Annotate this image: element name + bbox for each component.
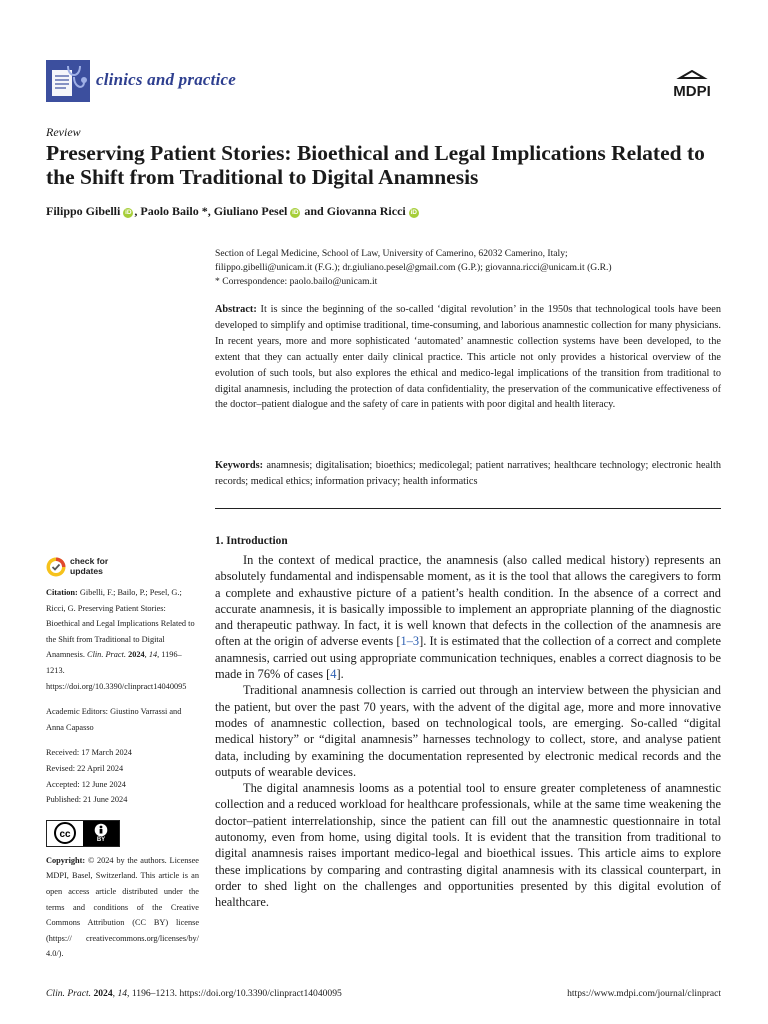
by-label: BY xyxy=(96,836,106,843)
stethoscope-logo-icon xyxy=(46,60,90,102)
author-name[interactable]: Giovanna Ricci xyxy=(326,204,406,218)
footer-volume: 14 xyxy=(117,988,128,999)
footer-journal: Clin. Pract. xyxy=(46,988,92,999)
citation-journal: Clin. Pract. xyxy=(87,650,126,660)
citation-year: 2024 xyxy=(128,650,145,660)
copyright-label: Copyright: xyxy=(46,855,86,865)
date-accepted: Accepted: 12 June 2024 xyxy=(46,779,126,789)
copyright-text: © 2024 by the authors. Licensee MDPI, Basel, Switzerland. This article is an open access article distributed under the terms and conditions of the Creative Commons Attribution (CC BY) license (https:// creativecommons.org/licenses/by/ 4.0/). xyxy=(46,855,199,959)
author-name[interactable]: Filippo Gibelli xyxy=(46,204,121,218)
keywords-label: Keywords: xyxy=(215,460,264,471)
date-revised: Revised: 22 April 2024 xyxy=(46,763,124,773)
paragraph-2: Traditional anamnesis collection is carried out through an interview between the physician and the patient, but over the past 70 years, with the advent of the digital age, more and more innovative modes of anamnestic collection, based on technological tools, are emerging. So-called “digital medical history” or “digital anamnesis” harnesses technology to collect, store, and analyse patient data, including by examining the documentation represented by electronic medical records and the outputs of wearable devices. xyxy=(215,683,721,779)
author-list xyxy=(46,204,420,219)
paragraph-3: The digital anamnesis looms as a potential tool to ensure greater completeness of anamnestic collection and a reduced workload for healthcare professionals, while at the same time weakening the doctor–patient interrelationship, since the patient can fill out the anamnestic questionnaire in total autonomy, even from home, using digital tools. It is evident that the transition from traditional to digital anamnesis raises important medico-legal and bioethical issues. This article aims to explore these implications by comparing and contrasting digital anamnesis with its classical counterpart, in order to shed light on the challenges and opportunities presented by this digital evolution of healthcare. xyxy=(215,781,721,910)
date-published: Published: 21 June 2024 xyxy=(46,795,128,805)
author-separator: , xyxy=(207,204,214,218)
cc-symbol xyxy=(47,821,83,846)
abstract-text: It is since the beginning of the so-called ‘digital revolution’ in the 1950s that technological tools have been developed to simplify and optimise traditional, time-consuming, and laborious anamnestic collection for many physicians. In recent years, more and more sophisticated ‘automated’ anamnestic collection systems have been developed, to the extent that they can actually enter daily clinical practice. This article not only provides a historical overview of the evolution of such tools, but also explores the ethical and medico-legal implications of the transition from traditional to digital anamnesis, including the protection of data confidentiality, the preservation of the communicative effectiveness of the doctor–patient dialogue and the safety of care in patients with poor digital and health literacy. xyxy=(215,304,722,411)
author-separator: , xyxy=(134,204,141,218)
date-received: Received: 17 March 2024 xyxy=(46,748,132,758)
editors-names: Giustino Varrassi and Anna Capasso xyxy=(46,707,182,732)
footer-journal-url[interactable]: https://www.mdpi.com/journal/clinpract xyxy=(567,988,721,999)
corresponding-mark: * xyxy=(198,204,208,218)
orcid-icon[interactable]: iD xyxy=(410,209,417,216)
check-for-updates-label xyxy=(70,557,108,576)
section-divider xyxy=(215,508,721,509)
paragraph-1-text-c: ]. xyxy=(336,667,344,682)
keywords xyxy=(215,458,721,490)
abstract-label: Abstract: xyxy=(215,304,257,315)
editors-block xyxy=(46,704,199,735)
copyright-block xyxy=(46,853,199,962)
paragraph-1 xyxy=(215,552,721,682)
footer-doi[interactable]: , 1196–1213. https://doi.org/10.3390/clinpract14040095 xyxy=(127,988,342,999)
abstract xyxy=(215,302,721,413)
orcid-icon[interactable]: iD xyxy=(125,209,132,216)
mdpi-logo-icon xyxy=(664,70,720,102)
footer-year: 2024 xyxy=(93,988,113,999)
citation-block: Citation: Gibelli, F.; Bailo, P.; Pesel, G.; Ricci, G. Preserving Patient Stories: Bioethical and Legal Implications Related to the Shift from Traditional to Digital Anamnesis. Clin. Pract. 2024, 14, 1196–1213. https://doi.org/10.3390/clinpract14040095 xyxy=(46,588,195,691)
check-line-2: updates xyxy=(70,565,103,576)
author-name[interactable]: Giuliano Pesel xyxy=(213,204,288,218)
affiliation-line: Section of Legal Medicine, School of Law, University of Camerino, 62032 Camerino, Italy; xyxy=(215,248,568,259)
reference-link[interactable]: 4 xyxy=(330,667,337,682)
section-heading: 1. Introduction xyxy=(215,535,288,547)
creative-commons-icon[interactable] xyxy=(46,820,120,847)
reference-link[interactable]: 1–3 xyxy=(400,634,420,649)
orcid-icon[interactable]: iD xyxy=(292,209,299,216)
journal-name: clinics and practice xyxy=(96,70,236,89)
article-type: Review xyxy=(46,125,81,139)
citation-text: Gibelli, F.; Bailo, P.; Pesel, G.; Ricci, G. Preserving Patient Stories: Bioethical and Legal Implications Related to the Shift from Traditional to Digital Anamnesis. xyxy=(46,588,195,660)
paragraph-1-text-a: In the context of medical practice, the anamnesis (also called medical history) represents an absolutely fundamental and indispensable moment, as it is the tool that allows the caregivers to form a complete and exhaustive picture of a patient’s health condition. In the absence of a correct and accurate anamnesis, it is basically impossible to implement an appropriate planning of the diagnostic and therapeutic pathway. In fact, it is well known that defects in the collection of the anamnesis are often at the origin of adverse events [ xyxy=(215,553,721,649)
article-title: Preserving Patient Stories: Bioethical and Legal Implications Related to the Shift from Traditional to Digital Anamnesis xyxy=(46,141,705,189)
check-for-updates-icon xyxy=(46,557,66,577)
svg-text:cc: cc xyxy=(59,829,71,841)
footer-citation: Clin. Pract. 2024, 14, 1196–1213. https://doi.org/10.3390/clinpract14040095 xyxy=(46,988,342,999)
author-name[interactable]: Paolo Bailo xyxy=(140,204,199,218)
body-text xyxy=(215,552,721,911)
by-symbol xyxy=(83,821,119,846)
citation-label: Citation: xyxy=(46,588,78,597)
correspondence-line[interactable]: * Correspondence: paolo.bailo@unicam.it xyxy=(215,276,378,287)
keywords-text: anamnesis; digitalisation; bioethics; medicolegal; patient narratives; healthcare technology; electronic health records; medical ethics; information privacy; health informatics xyxy=(215,460,721,487)
check-line-1: check for xyxy=(70,556,109,566)
citation-doi[interactable]: , 1196–1213. https://doi.org/10.3390/clinpract14040095 xyxy=(46,650,187,691)
affiliation-emails[interactable]: filippo.gibelli@unicam.it (F.G.); dr.giuliano.pesel@gmail.com (G.P.); giovanna.ricci@unicam.it (G.R.) xyxy=(215,262,612,273)
citation-volume: 14 xyxy=(148,650,158,660)
check-for-updates-button[interactable] xyxy=(46,556,166,578)
sidebar-info xyxy=(46,585,199,962)
svg-text:MDPI: MDPI xyxy=(673,83,711,100)
author-separator: and xyxy=(301,204,327,218)
affiliations xyxy=(215,247,725,289)
paragraph-1-text-b: ]. It is estimated that the collection of a correct and complete anamnesis, carried out using appropriate communication techniques, enables a correct diagnosis to be made in 76% of cases [ xyxy=(215,634,721,682)
dates-block xyxy=(46,745,199,807)
editors-label: Academic Editors: xyxy=(46,707,108,717)
